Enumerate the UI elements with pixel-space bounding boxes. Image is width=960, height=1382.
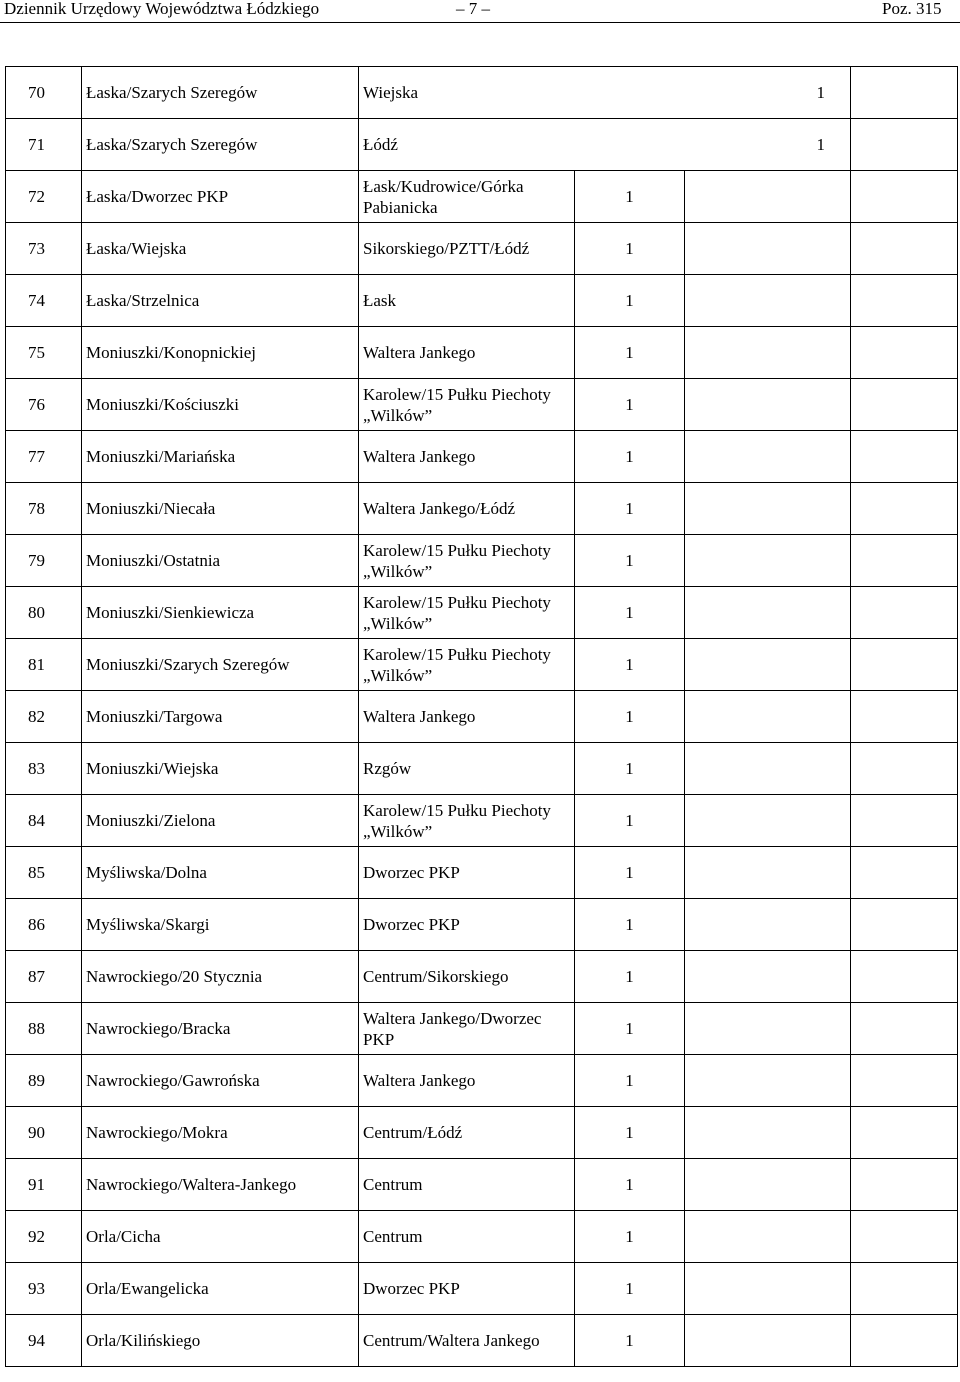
- direction: Karolew/15 Pułku Piechoty „Wilków”: [359, 587, 575, 639]
- empty-cell: [685, 639, 851, 691]
- table-row: [6, 951, 958, 1003]
- empty-cell: [851, 1263, 958, 1315]
- direction: Waltera Jankego: [359, 327, 575, 379]
- direction: Łask: [359, 275, 575, 327]
- empty-cell: [851, 1159, 958, 1211]
- count: 1: [792, 67, 851, 119]
- stop-name: Łaska/Szarych Szeregów: [82, 119, 359, 171]
- table-row: [6, 119, 958, 171]
- row-number: 86: [6, 899, 82, 951]
- empty-cell: [851, 171, 958, 223]
- empty-cell: [685, 743, 851, 795]
- table-row: [6, 483, 958, 535]
- stop-name: Łaska/Szarych Szeregów: [82, 67, 359, 119]
- empty-cell: [851, 1107, 958, 1159]
- empty-cell: [851, 119, 958, 171]
- table-row: [6, 535, 958, 587]
- empty-cell: [851, 639, 958, 691]
- count: 1: [575, 1315, 685, 1367]
- count: 1: [575, 951, 685, 1003]
- row-number: 85: [6, 847, 82, 899]
- empty-cell: [685, 951, 851, 1003]
- table-row: [6, 431, 958, 483]
- stop-name: Moniuszki/Szarych Szeregów: [82, 639, 359, 691]
- count: 1: [792, 119, 851, 171]
- stop-name: Myśliwska/Skargi: [82, 899, 359, 951]
- table-row: [6, 1263, 958, 1315]
- stop-name: Łaska/Strzelnica: [82, 275, 359, 327]
- table-row: [6, 1107, 958, 1159]
- row-number: 82: [6, 691, 82, 743]
- stop-name: Moniuszki/Targowa: [82, 691, 359, 743]
- table-row: [6, 223, 958, 275]
- table-row: [6, 1211, 958, 1263]
- direction: Waltera Jankego/Dworzec PKP: [359, 1003, 575, 1055]
- direction: Dworzec PKP: [359, 1263, 575, 1315]
- row-number: 83: [6, 743, 82, 795]
- empty-cell: [685, 1159, 851, 1211]
- count: 1: [575, 795, 685, 847]
- count: 1: [575, 483, 685, 535]
- table-row: [6, 639, 958, 691]
- direction: Łask/Kudrowice/Górka Pabianicka: [359, 171, 575, 223]
- table-row: [6, 1159, 958, 1211]
- empty-cell: [851, 223, 958, 275]
- row-number: 80: [6, 587, 82, 639]
- empty-cell: [851, 847, 958, 899]
- row-number: 72: [6, 171, 82, 223]
- count: 1: [575, 431, 685, 483]
- stop-name: Orla/Cicha: [82, 1211, 359, 1263]
- row-number: 87: [6, 951, 82, 1003]
- count: 1: [575, 379, 685, 431]
- row-number: 88: [6, 1003, 82, 1055]
- direction: Waltera Jankego: [359, 431, 575, 483]
- direction: Centrum/Waltera Jankego: [359, 1315, 575, 1367]
- table-row: [6, 275, 958, 327]
- stop-name: Moniuszki/Zielona: [82, 795, 359, 847]
- stop-name: Nawrockiego/Mokra: [82, 1107, 359, 1159]
- table-row: [6, 1003, 958, 1055]
- stop-name: Nawrockiego/20 Stycznia: [82, 951, 359, 1003]
- count: 1: [575, 899, 685, 951]
- stop-name: Orla/Kilińskiego: [82, 1315, 359, 1367]
- row-number: 75: [6, 327, 82, 379]
- direction: Centrum: [359, 1211, 575, 1263]
- empty-cell: [851, 327, 958, 379]
- table-row: [6, 379, 958, 431]
- stop-name: Orla/Ewangelicka: [82, 1263, 359, 1315]
- empty-cell: [851, 795, 958, 847]
- empty-cell: [685, 847, 851, 899]
- count: 1: [575, 1003, 685, 1055]
- position-number: Poz. 315: [882, 0, 942, 18]
- empty-cell: [851, 951, 958, 1003]
- table-row: [6, 899, 958, 951]
- direction: Waltera Jankego: [359, 691, 575, 743]
- table-row: [6, 171, 958, 223]
- journal-title: Dziennik Urzędowy Województwa Łódzkiego: [4, 0, 320, 18]
- empty-cell: [685, 1315, 851, 1367]
- row-number: 76: [6, 379, 82, 431]
- stop-name: Nawrockiego/Bracka: [82, 1003, 359, 1055]
- stop-name: Nawrockiego/Gawrońska: [82, 1055, 359, 1107]
- stop-name: Moniuszki/Sienkiewicza: [82, 587, 359, 639]
- stop-name: Moniuszki/Niecała: [82, 483, 359, 535]
- table-row: [6, 847, 958, 899]
- empty-cell: [685, 795, 851, 847]
- direction: Dworzec PKP: [359, 847, 575, 899]
- stop-name: Łaska/Dworzec PKP: [82, 171, 359, 223]
- empty-cell: [685, 1003, 851, 1055]
- page-header: [0, 0, 960, 23]
- empty-cell: [685, 431, 851, 483]
- row-number: 73: [6, 223, 82, 275]
- empty-cell: [851, 1315, 958, 1367]
- empty-cell: [685, 691, 851, 743]
- count: 1: [575, 1107, 685, 1159]
- empty-cell: [851, 743, 958, 795]
- count: 1: [575, 275, 685, 327]
- empty-cell: [685, 275, 851, 327]
- empty-cell: [685, 1107, 851, 1159]
- row-number: 84: [6, 795, 82, 847]
- empty-cell: [685, 1263, 851, 1315]
- stop-name: Myśliwska/Dolna: [82, 847, 359, 899]
- empty-cell: [851, 275, 958, 327]
- empty-cell: [851, 535, 958, 587]
- empty-cell: [685, 535, 851, 587]
- row-number: 91: [6, 1159, 82, 1211]
- empty-cell: [685, 1211, 851, 1263]
- stop-name: Łaska/Wiejska: [82, 223, 359, 275]
- row-number: 90: [6, 1107, 82, 1159]
- row-number: 93: [6, 1263, 82, 1315]
- direction: Centrum/Łódź: [359, 1107, 575, 1159]
- count: 1: [575, 223, 685, 275]
- empty-cell: [851, 1003, 958, 1055]
- direction: Karolew/15 Pułku Piechoty „Wilków”: [359, 535, 575, 587]
- stop-name: Moniuszki/Kościuszki: [82, 379, 359, 431]
- stop-name: Moniuszki/Konopnickiej: [82, 327, 359, 379]
- direction: Waltera Jankego: [359, 1055, 575, 1107]
- count: 1: [575, 1263, 685, 1315]
- count: 1: [575, 639, 685, 691]
- empty-cell: [685, 379, 851, 431]
- empty-cell: [851, 483, 958, 535]
- direction: Wiejska: [359, 67, 792, 119]
- direction: Łódź: [359, 119, 792, 171]
- table-row: [6, 691, 958, 743]
- direction: Sikorskiego/PZTT/Łódź: [359, 223, 575, 275]
- empty-cell: [685, 587, 851, 639]
- row-number: 71: [6, 119, 82, 171]
- empty-cell: [851, 587, 958, 639]
- count: 1: [575, 691, 685, 743]
- empty-cell: [851, 431, 958, 483]
- empty-cell: [685, 1055, 851, 1107]
- empty-cell: [685, 899, 851, 951]
- table-row: [6, 327, 958, 379]
- direction: Karolew/15 Pułku Piechoty „Wilków”: [359, 379, 575, 431]
- empty-cell: [685, 171, 851, 223]
- count: 1: [575, 535, 685, 587]
- direction: Waltera Jankego/Łódź: [359, 483, 575, 535]
- count: 1: [575, 743, 685, 795]
- row-number: 78: [6, 483, 82, 535]
- empty-cell: [685, 483, 851, 535]
- direction: Karolew/15 Pułku Piechoty „Wilków”: [359, 795, 575, 847]
- direction: Rzgów: [359, 743, 575, 795]
- stop-name: Moniuszki/Wiejska: [82, 743, 359, 795]
- direction: Centrum: [359, 1159, 575, 1211]
- table-row: [6, 743, 958, 795]
- table-row: [6, 587, 958, 639]
- stops-table: [5, 66, 958, 1367]
- table-row: [6, 1315, 958, 1367]
- direction: Centrum/Sikorskiego: [359, 951, 575, 1003]
- table-row: [6, 67, 958, 119]
- table-row: [6, 1055, 958, 1107]
- count: 1: [575, 171, 685, 223]
- empty-cell: [851, 691, 958, 743]
- empty-cell: [851, 379, 958, 431]
- stop-name: Moniuszki/Mariańska: [82, 431, 359, 483]
- empty-cell: [685, 327, 851, 379]
- row-number: 94: [6, 1315, 82, 1367]
- row-number: 81: [6, 639, 82, 691]
- row-number: 79: [6, 535, 82, 587]
- stop-name: Nawrockiego/Waltera-Jankego: [82, 1159, 359, 1211]
- row-number: 92: [6, 1211, 82, 1263]
- direction: Karolew/15 Pułku Piechoty „Wilków”: [359, 639, 575, 691]
- stop-name: Moniuszki/Ostatnia: [82, 535, 359, 587]
- empty-cell: [851, 899, 958, 951]
- row-number: 89: [6, 1055, 82, 1107]
- count: 1: [575, 1159, 685, 1211]
- page-number: – 7 –: [456, 0, 490, 18]
- count: 1: [575, 587, 685, 639]
- table-body: [6, 67, 958, 1367]
- direction: Dworzec PKP: [359, 899, 575, 951]
- row-number: 77: [6, 431, 82, 483]
- empty-cell: [685, 223, 851, 275]
- count: 1: [575, 327, 685, 379]
- count: 1: [575, 1055, 685, 1107]
- count: 1: [575, 847, 685, 899]
- row-number: 74: [6, 275, 82, 327]
- empty-cell: [851, 67, 958, 119]
- empty-cell: [851, 1211, 958, 1263]
- empty-cell: [851, 1055, 958, 1107]
- row-number: 70: [6, 67, 82, 119]
- count: 1: [575, 1211, 685, 1263]
- table-row: [6, 795, 958, 847]
